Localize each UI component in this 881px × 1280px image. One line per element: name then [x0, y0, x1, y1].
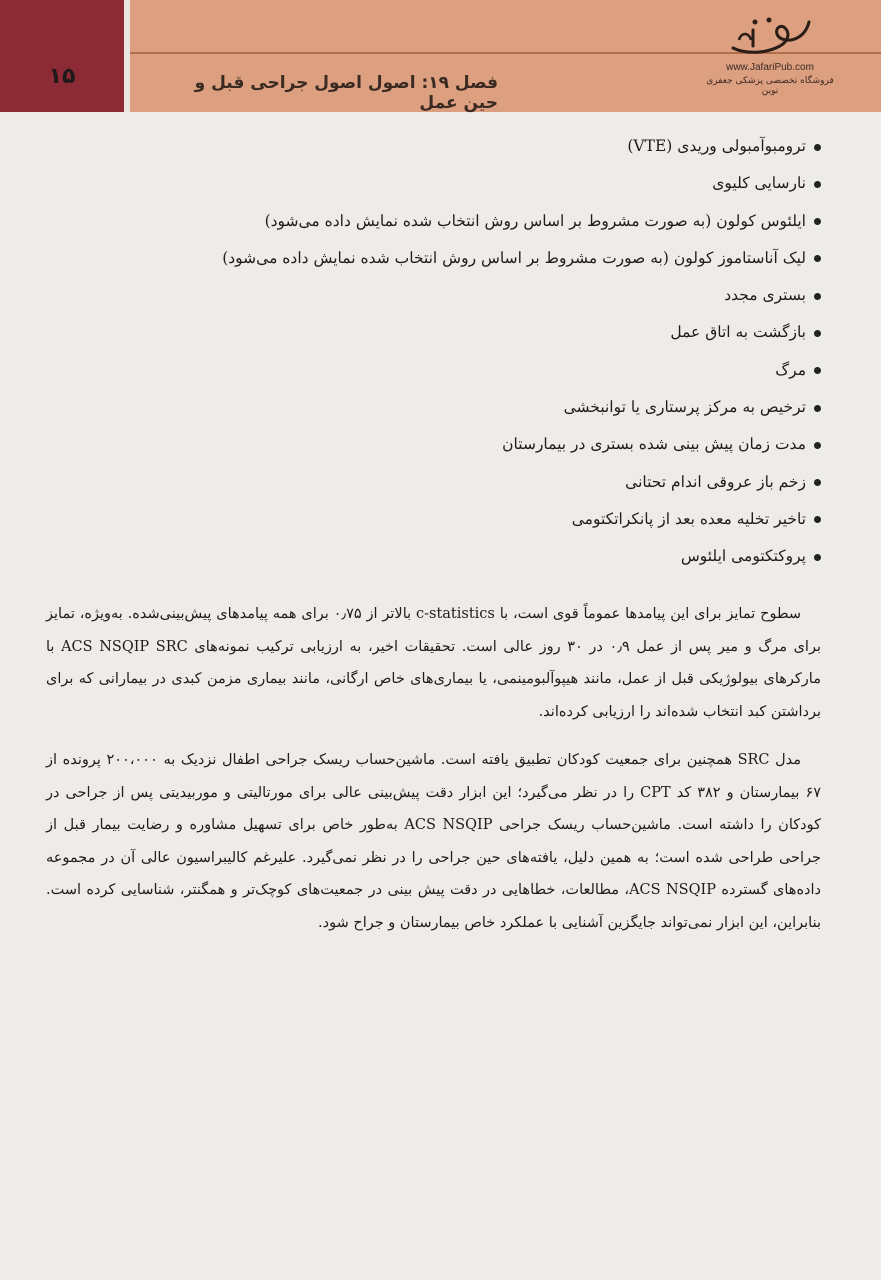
list-item: مدت زمان پیش بینی شده بستری در بیمارستان — [80, 426, 821, 463]
list-item: ترومبوآمبولی وریدی (VTE) — [80, 128, 821, 165]
bullet-icon — [814, 218, 821, 225]
bullet-icon — [814, 479, 821, 486]
chapter-title: فصل ۱۹: اصول اصول جراحی قبل و حین عمل — [194, 73, 498, 113]
bullet-icon — [814, 405, 821, 412]
list-item: ایلئوس کولون (به صورت مشروط بر اساس روش انتخاب شده نمایش داده می‌شود) — [80, 203, 821, 240]
list-item: بستری مجدد — [80, 277, 821, 314]
bullet-icon — [814, 144, 821, 151]
bullet-icon — [814, 255, 821, 262]
outcome-bullet-list — [80, 128, 821, 576]
list-item: مرگ — [80, 352, 821, 389]
logo-store-name: فروشگاه تخصصی پزشکی جعفری نوین — [706, 76, 834, 96]
list-item: نارسایی کلیوی — [80, 165, 821, 202]
list-item: ترخیص به مرکز پرستاری یا توانبخشی — [80, 389, 821, 426]
logo-calligraphy-icon — [725, 10, 815, 60]
logo-url: www.JafariPub.com — [726, 62, 814, 73]
bullet-icon — [814, 293, 821, 300]
bullet-icon — [814, 442, 821, 449]
paragraph: سطوح تمایز برای این پیامدها عموماً قوی است، با c-statistics بالاتر از ۰٫۷۵ برای همه پیامدهای پیش‌بینی‌شده. به‌ویژه، تمایز برای مرگ و میر پس از عمل ۰٫۹ در ۳۰ روز عالی است. تحقیقات اخیر، به ارزیابی ترکیب نمونه‌های ACS NSQIP SRC با مارکرهای بیولوژیکی قبل از عمل، مانند هیپوآلبومینمی، یا بیماری‌های خاص ارگانی، مانند بیماری مزمن کبدی در بیمارانی که برای برداشتن کبد انتخاب شده‌اند را ارزیابی کرده‌اند. — [46, 606, 821, 720]
bullet-icon — [814, 554, 821, 561]
list-item: بازگشت به اتاق عمل — [80, 314, 821, 351]
paragraph: مدل SRC همچنین برای جمعیت کودکان تطبیق یافته است. ماشین‌حساب ریسک جراحی اطفال نزدیک به ۲۰۰،۰۰۰ پرونده از ۶۷ بیمارستان و ۳۸۲ کد CPT را در نظر می‌گیرد؛ این ابزار دقت پیش‌بینی عالی برای مورتالیتی و موربیدیتی پس از جراحی در کودکان را داشته است. ماشین‌حساب ریسک جراحی ACS NSQIP به‌طور خاص برای تسهیل مشاوره و رضایت بیمار قبل از جراحی طراحی شده است؛ به همین دلیل، یافته‌های حین جراحی را در نظر نمی‌گیرد. علیرغم کالیبراسیون عالی آن در مجموعه داده‌های گسترده ACS NSQIP، مطالعات، خطاهایی در دقت پیش بینی در جمعیت‌های کوچک‌تر و همگنتر، شناسایی کرده است. بنابراین، این ابزار نمی‌تواند جایگزین آشنایی با عملکرد خاص بیمارستان و جراح شود. — [46, 752, 822, 931]
bullet-icon — [814, 367, 821, 374]
bullet-icon — [814, 330, 821, 337]
bullet-icon — [814, 516, 821, 523]
list-item: تاخیر تخلیه معده بعد از پانکراتکتومی — [80, 501, 821, 538]
list-item: پروکتکتومی ایلئوس — [80, 538, 821, 575]
body-paragraph-discrimination — [46, 598, 821, 728]
list-item: زخم باز عروقی اندام تحتانی — [80, 464, 821, 501]
publisher-logo — [700, 10, 840, 105]
page-header — [0, 0, 881, 112]
page-number: ۱۵ — [48, 64, 76, 89]
body-paragraph-pediatric-model — [46, 744, 821, 940]
page-number-tab — [0, 0, 130, 112]
list-item: لیک آناستاموز کولون (به صورت مشروط بر اساس روش انتخاب شده نمایش داده می‌شود) — [80, 240, 821, 277]
bullet-icon — [814, 181, 821, 188]
